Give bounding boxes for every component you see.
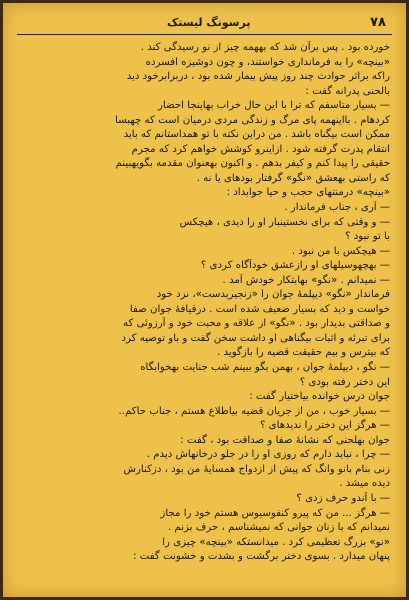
text-line: — نگو ، دیپلمهٔ جوان ، بهمن بگو ببینم شب جنایت بهخوابگاه [140,362,390,374]
body-text [19,41,390,589]
text-line: — و وقتی که برای نخستینبار او را دیدی ، هیچکس [179,216,390,228]
text-line: بالحنی پدرانه گفت : [305,85,390,97]
text-line: کردهام . بااینهمه پای مرگ و زندگی مردی درمیان است که چهبسا [115,114,390,126]
text-line: — هیچکس با من نبود . [291,245,390,257]
text-line: پنهان میدارد . بسوی دختر برگشت و بشدت و خشونت گفت : [133,551,390,563]
text-line: که بیترس و بیم حقیقت قضیه را بازگوید . [217,347,390,359]
text-line: دیده میشد . [339,478,390,490]
text-line: این دختر رفته بودی ؟ [299,376,390,388]
text-line: جوان بهلحنی که نشانهٔ صفا و صداقت بود ، گفت : [180,434,390,446]
text-line: زنی بنام بانو وانگ که پیش از ازدواج همسایهٔ من بود ، دزکنارش [123,463,390,475]
text-line: با تو نبود ؟ [345,231,390,243]
text-line: برای تبرئه و اثبات بیگناهی او داشت سخن گفت و باو توصیه کرد [121,332,390,344]
text-line: «بینچه» درمنتهای حجب و حیا جوابداد : [226,187,390,199]
text-line: حقیقی را پیدا کنم و کیفر بدهم . و اکنون بهعنوان مقدمه بگویهبینم [115,158,390,170]
page-number: ۷۸ [370,15,386,30]
text-line: — آری ، جناب فرماندار . [284,202,390,214]
text-line: نمیدانم که با زنان جوانی که نمیشناسم ، حرف بزنم . [167,522,390,534]
running-title: پرسونگ لیستک [167,16,251,29]
text-line: فرماندار «نگو» دیپلمهٔ جوان را «زنجیربدست»، نزد خود [156,289,390,301]
text-line: — بسیار خوب ، من از جریان قضیه بیاطلاع هستم ، جناب حاکم.. [118,405,390,417]
text-line: که راستی بهعشق «نگو» گرفتار بودهای یا نه . [196,172,390,184]
text-line: — بسیار متاسفم که ترا با این حال خراب بهاینجا احضار [157,100,390,112]
text-line: ممکن است بیگناه باشد . من دراین نکته با تو همداستانم که باید [123,129,390,141]
text-line: — هرگز این دختر را ندیدهای ؟ [259,420,390,432]
text-line: — نمیدانم . «نگو» بهابتکار خودش آمد . [222,274,390,286]
header-rule [17,34,392,35]
text-line: — چرا ، نباید دارم که روزی او را در جلو درخانهاش دیدم . [146,449,390,461]
text-line: — بهچهوسیلهای او رازعشق خودآگاه کردی ؟ [200,260,390,272]
book-page [3,3,406,597]
text-line: انتقام پدرت گرفته شود . ازاینرو کوشش خواهم کرد که مجرم [131,143,390,155]
text-line: خورده بود . پس برآن شد که بههمه چیز از نو رسیدگی کند . [140,42,390,53]
text-line: راکه براثر حوادث چند روز پیش بیمار شده بود ، دربرابرخود دید [126,71,390,83]
text-line: — هرگز ... من که پیرو کنفوسیوس هستم خود را مجاز [160,507,390,519]
text-line: جوان درس خوانده بیاختیار گفت : [249,391,390,403]
text-line: و صداقتی بدیدار بود . «نگو» از علاقه و محبت خود و آرزوئی که [123,318,390,330]
page-header [17,15,392,33]
text-line: خواست و دید که بسیار ضعیف شده است . درقیافهٔ جوان صفا [129,303,390,315]
text-line: — با آندو حرف زدی ؟ [296,492,390,504]
text-line: «نو» بزرگ تعظیمی کرد . میدانستکه «بینچه» چیزی را [162,536,390,548]
text-line: «بینچه» را به فرمانداری خواستند، و چون دوشیزه افسرده [145,56,390,68]
